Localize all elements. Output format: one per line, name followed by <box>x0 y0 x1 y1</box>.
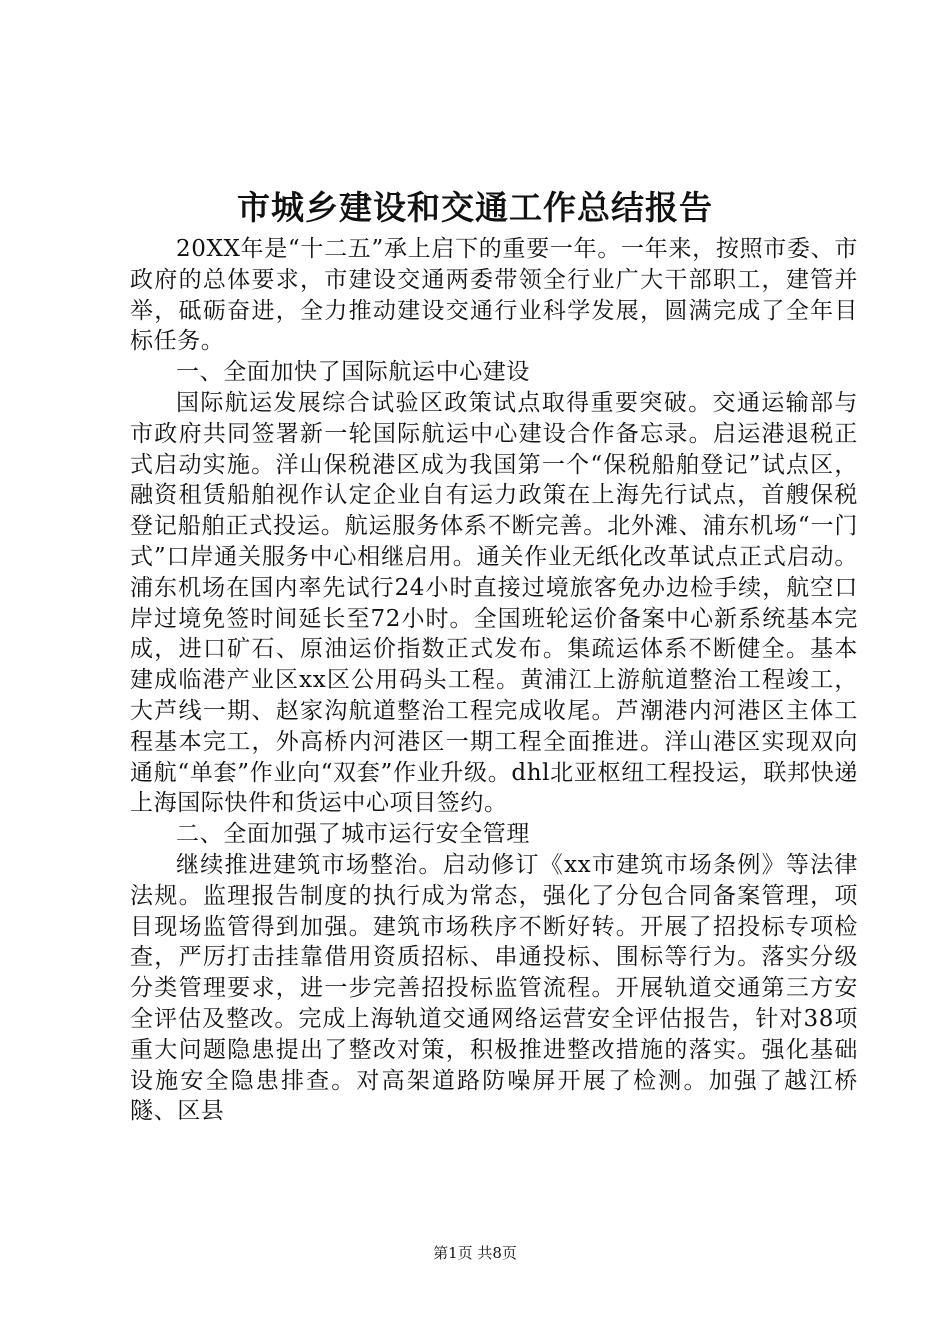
document-title: 市城乡建设和交通工作总结报告 <box>237 188 713 227</box>
document-body <box>130 234 858 1127</box>
page-number-footer: 第1页 共8页 <box>433 1244 517 1262</box>
section-2-paragraph: 继续推进建筑市场整治。启动修订《xx市建筑市场条例》等法律法规。监理报告制度的执行成为常态，强化了分包合同备案管理，项目现场监管得到加强。建筑市场秩序不断好转。开展了招投标专项检查，严厉打击挂靠借用资质招标、串通投标、围标等行为。落实分级分类管理要求，进一步完善招投标监管流程。开展轨道交通第三方安全评估及整改。完成上海轨道交通网络运营安全评估报告，针对38项重大问题隐患提出了整改对策，积极推进整改措施的落实。强化基础设施安全隐患排查。对高架道路防噪屏开展了检测。加强了越江桥隧、区县 <box>130 851 858 1125</box>
section-1-paragraph: 国际航运发展综合试验区政策试点取得重要突破。交通运输部与市政府共同签署新一轮国际航运中心建设合作备忘录。启运港退税正式启动实施。洋山保税港区成为我国第一个“保税船舶登记”试点区，融资租赁船舶视作认定企业自有运力政策在上海先行试点，首艘保税登记船舶正式投运。航运服务体系不断完善。北外滩、浦东机场“一门式”口岸通关服务中心相继启用。通关作业无纸化改革试点正式启动。浦东机场在国内率先试行24小时直接过境旅客免办边检手续，航空口岸过境免签时间延长至72小时。全国班轮运价备案中心新系统基本完成，进口矿石、原油运价指数正式发布。集疏运体系不断健全。基本建成临港产业区xx区公用码头工程。黄浦江上游航道整治工程竣工，大芦线一期、赵家沟航道整治工程完成收尾。芦潮港内河港区主体工程基本完工，外高桥内河港区一期工程全面推进。洋山港区实现双向通航“单套”作业向“双套”作业升级。dhl北亚枢纽工程投运，联邦快递上海国际快件和货运中心项目签约。 <box>130 389 858 817</box>
intro-paragraph: 20XX年是“十二五”承上启下的重要一年。一年来，按照市委、市政府的总体要求，市建设交通两委带领全行业广大干部职工，建管并举，砥砺奋进，全力推动建设交通行业科学发展，圆满完成了全年目标任务。 <box>130 236 858 355</box>
section-2-heading: 二、全面加强了城市运行安全管理 <box>176 821 530 848</box>
section-1-heading: 一、全面加快了国际航运中心建设 <box>176 359 530 386</box>
